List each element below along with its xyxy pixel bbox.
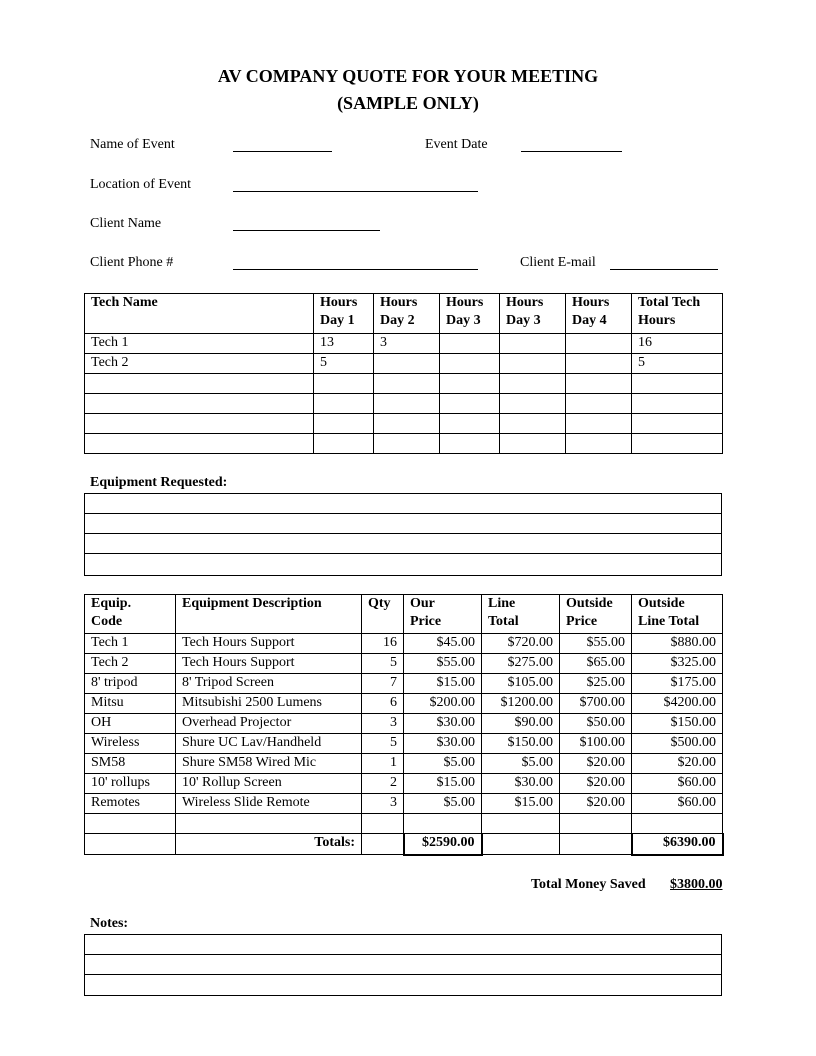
totals-row	[85, 834, 723, 855]
text-line[interactable]	[85, 534, 721, 554]
table-cell[interactable]: $50.00	[560, 714, 632, 734]
totals-label: Totals:	[176, 834, 362, 855]
table-cell[interactable]	[314, 434, 374, 454]
equip-table-header	[85, 595, 723, 634]
table-cell[interactable]: Overhead Projector	[176, 714, 362, 734]
table-cell[interactable]	[85, 434, 314, 454]
table-cell[interactable]: $5.00	[404, 794, 482, 814]
column-header: Our Price	[404, 595, 482, 634]
page-title: AV COMPANY QUOTE FOR YOUR MEETING	[217, 66, 599, 86]
table-cell[interactable]	[374, 414, 440, 434]
table-cell[interactable]: $500.00	[632, 734, 723, 754]
table-cell[interactable]	[440, 394, 500, 414]
table-cell[interactable]: Shure UC Lav/Handheld	[176, 734, 362, 754]
table-row	[85, 694, 723, 714]
table-cell[interactable]	[566, 394, 632, 414]
table-cell[interactable]: OH	[85, 714, 176, 734]
table-cell[interactable]	[500, 354, 566, 374]
table-cell[interactable]	[314, 374, 374, 394]
table-cell[interactable]: $15.00	[482, 794, 560, 814]
table-cell[interactable]	[500, 434, 566, 454]
table-cell[interactable]	[440, 334, 500, 354]
table-cell[interactable]: 5	[632, 354, 723, 374]
table-cell[interactable]	[632, 814, 723, 834]
equipment-pricing-table	[84, 594, 724, 856]
table-cell[interactable]: $60.00	[632, 774, 723, 794]
table-cell[interactable]: Wireless	[85, 734, 176, 754]
table-cell[interactable]: Tech Hours Support	[176, 634, 362, 654]
table-cell[interactable]	[176, 814, 362, 834]
table-row	[85, 634, 723, 654]
table-cell[interactable]	[404, 814, 482, 834]
location-of-event-label: Location of Event	[90, 177, 192, 192]
table-row	[85, 734, 723, 754]
table-cell[interactable]: $5.00	[482, 754, 560, 774]
table-cell[interactable]: $30.00	[404, 734, 482, 754]
column-header: Hours Day 3	[500, 294, 566, 334]
table-cell[interactable]: $150.00	[632, 714, 723, 734]
table-cell[interactable]	[632, 374, 723, 394]
money-saved-value: $3800.00	[670, 877, 723, 892]
table-cell[interactable]: 10' Rollup Screen	[176, 774, 362, 794]
location-of-event-field[interactable]	[233, 191, 478, 192]
page-subtitle: (SAMPLE ONLY)	[337, 93, 479, 113]
table-cell	[362, 834, 404, 855]
table-cell[interactable]	[632, 434, 723, 454]
table-cell[interactable]	[362, 814, 404, 834]
table-row	[85, 654, 723, 674]
client-name-field[interactable]	[233, 230, 380, 231]
table-cell[interactable]: $90.00	[482, 714, 560, 734]
table-cell[interactable]: $15.00	[404, 774, 482, 794]
table-cell[interactable]: $700.00	[560, 694, 632, 714]
table-cell[interactable]	[566, 434, 632, 454]
table-cell[interactable]: 5	[314, 354, 374, 374]
equipment-requested-label: Equipment Requested:	[90, 475, 228, 490]
table-cell[interactable]	[85, 414, 314, 434]
name-of-event-label: Name of Event	[90, 137, 175, 152]
column-header: Equipment Description	[176, 595, 362, 634]
table-row	[85, 434, 723, 454]
table-cell[interactable]	[374, 394, 440, 414]
text-line[interactable]	[85, 935, 721, 955]
table-cell[interactable]: $55.00	[404, 654, 482, 674]
table-cell[interactable]: $55.00	[560, 634, 632, 654]
table-cell[interactable]: 16	[632, 334, 723, 354]
table-cell[interactable]: 5	[362, 734, 404, 754]
column-header: Hours Day 1	[314, 294, 374, 334]
table-cell[interactable]: $1200.00	[482, 694, 560, 714]
table-cell[interactable]	[500, 334, 566, 354]
table-cell[interactable]	[566, 354, 632, 374]
table-cell[interactable]: $4200.00	[632, 694, 723, 714]
table-cell[interactable]: Tech 1	[85, 334, 314, 354]
client-phone-field[interactable]	[233, 269, 478, 270]
table-cell[interactable]	[500, 394, 566, 414]
table-cell[interactable]: 6	[362, 694, 404, 714]
table-cell[interactable]: Remotes	[85, 794, 176, 814]
event-date-field[interactable]	[521, 151, 622, 152]
table-cell	[85, 834, 176, 855]
table-cell[interactable]: Wireless Slide Remote	[176, 794, 362, 814]
table-cell[interactable]	[374, 374, 440, 394]
column-header: Hours Day 4	[566, 294, 632, 334]
table-cell[interactable]	[440, 414, 500, 434]
table-cell[interactable]: $30.00	[482, 774, 560, 794]
column-header: Hours Day 3	[440, 294, 500, 334]
table-cell[interactable]	[500, 414, 566, 434]
table-row	[85, 334, 723, 354]
table-cell[interactable]	[85, 814, 176, 834]
notes-lines	[84, 934, 722, 996]
column-header: Equip. Code	[85, 595, 176, 634]
table-cell[interactable]	[632, 414, 723, 434]
table-row	[85, 394, 723, 414]
table-cell[interactable]: $100.00	[560, 734, 632, 754]
table-cell[interactable]: Tech 1	[85, 634, 176, 654]
client-email-label: Client E-mail	[520, 255, 596, 270]
text-line[interactable]	[85, 494, 721, 514]
table-cell[interactable]: 10' rollups	[85, 774, 176, 794]
table-cell[interactable]: $325.00	[632, 654, 723, 674]
table-cell[interactable]: 16	[362, 634, 404, 654]
table-cell[interactable]: $20.00	[560, 774, 632, 794]
table-cell[interactable]: $720.00	[482, 634, 560, 654]
table-cell[interactable]: 8' tripod	[85, 674, 176, 694]
text-line[interactable]	[85, 514, 721, 534]
table-cell[interactable]: Shure SM58 Wired Mic	[176, 754, 362, 774]
table-cell[interactable]: 3	[374, 334, 440, 354]
table-cell[interactable]	[482, 814, 560, 834]
outside-price-total: $6390.00	[632, 834, 723, 855]
table-cell[interactable]: $20.00	[560, 754, 632, 774]
table-cell[interactable]: $30.00	[404, 714, 482, 734]
client-phone-label: Client Phone #	[90, 255, 174, 270]
notes-label: Notes:	[90, 916, 129, 931]
table-cell[interactable]: 3	[362, 714, 404, 734]
table-row	[85, 774, 723, 794]
client-email-field[interactable]	[610, 269, 718, 270]
table-row	[85, 414, 723, 434]
column-header: Hours Day 2	[374, 294, 440, 334]
our-price-total: $2590.00	[404, 834, 482, 855]
table-cell[interactable]: $20.00	[560, 794, 632, 814]
table-cell[interactable]	[85, 394, 314, 414]
table-cell[interactable]: $105.00	[482, 674, 560, 694]
table-cell[interactable]: $175.00	[632, 674, 723, 694]
table-row	[85, 814, 723, 834]
column-header: Line Total	[482, 595, 560, 634]
text-line[interactable]	[85, 554, 721, 574]
table-cell[interactable]	[500, 374, 566, 394]
event-date-label: Event Date	[425, 137, 488, 152]
column-header: Total Tech Hours	[632, 294, 723, 334]
money-saved-label: Total Money Saved	[531, 877, 646, 892]
table-cell[interactable]: Tech 2	[85, 654, 176, 674]
table-cell[interactable]: $275.00	[482, 654, 560, 674]
table-row	[85, 714, 723, 734]
table-cell[interactable]	[314, 414, 374, 434]
table-row	[85, 374, 723, 394]
table-cell[interactable]	[314, 394, 374, 414]
table-cell[interactable]: $60.00	[632, 794, 723, 814]
table-cell	[560, 834, 632, 855]
table-cell[interactable]: Tech 2	[85, 354, 314, 374]
table-cell[interactable]	[374, 434, 440, 454]
table-cell[interactable]: $880.00	[632, 634, 723, 654]
table-cell[interactable]: 2	[362, 774, 404, 794]
table-cell[interactable]	[440, 434, 500, 454]
equipment-requested-lines	[84, 493, 722, 576]
table-cell[interactable]: 8' Tripod Screen	[176, 674, 362, 694]
table-cell[interactable]	[440, 354, 500, 374]
table-cell[interactable]: $5.00	[404, 754, 482, 774]
table-cell[interactable]: $200.00	[404, 694, 482, 714]
table-row	[85, 674, 723, 694]
column-header: Qty	[362, 595, 404, 634]
table-cell[interactable]	[632, 394, 723, 414]
table-cell[interactable]: $25.00	[560, 674, 632, 694]
table-cell[interactable]: $45.00	[404, 634, 482, 654]
table-cell[interactable]: 13	[314, 334, 374, 354]
table-cell[interactable]: 7	[362, 674, 404, 694]
text-line[interactable]	[85, 975, 721, 995]
tech-hours-table	[84, 293, 723, 454]
table-cell[interactable]: Mitsu	[85, 694, 176, 714]
table-cell[interactable]: Mitsubishi 2500 Lumens	[176, 694, 362, 714]
tech-table-header	[85, 294, 723, 334]
table-cell[interactable]: $15.00	[404, 674, 482, 694]
name-of-event-field[interactable]	[233, 151, 332, 152]
table-cell[interactable]: 3	[362, 794, 404, 814]
column-header: Tech Name	[85, 294, 314, 334]
table-cell[interactable]: $65.00	[560, 654, 632, 674]
table-cell[interactable]	[560, 814, 632, 834]
table-cell[interactable]	[440, 374, 500, 394]
column-header: Outside Price	[560, 595, 632, 634]
table-cell[interactable]: Tech Hours Support	[176, 654, 362, 674]
text-line[interactable]	[85, 955, 721, 975]
table-cell[interactable]: $20.00	[632, 754, 723, 774]
table-cell[interactable]	[374, 354, 440, 374]
table-cell[interactable]: 1	[362, 754, 404, 774]
table-cell[interactable]: 5	[362, 654, 404, 674]
table-cell[interactable]: SM58	[85, 754, 176, 774]
table-row	[85, 354, 723, 374]
table-cell[interactable]	[566, 374, 632, 394]
table-row	[85, 754, 723, 774]
table-row	[85, 794, 723, 814]
client-name-label: Client Name	[90, 216, 162, 231]
table-cell[interactable]: $150.00	[482, 734, 560, 754]
table-cell[interactable]	[85, 374, 314, 394]
table-cell	[482, 834, 560, 855]
table-cell[interactable]	[566, 334, 632, 354]
column-header: Outside Line Total	[632, 595, 723, 634]
table-cell[interactable]	[566, 414, 632, 434]
